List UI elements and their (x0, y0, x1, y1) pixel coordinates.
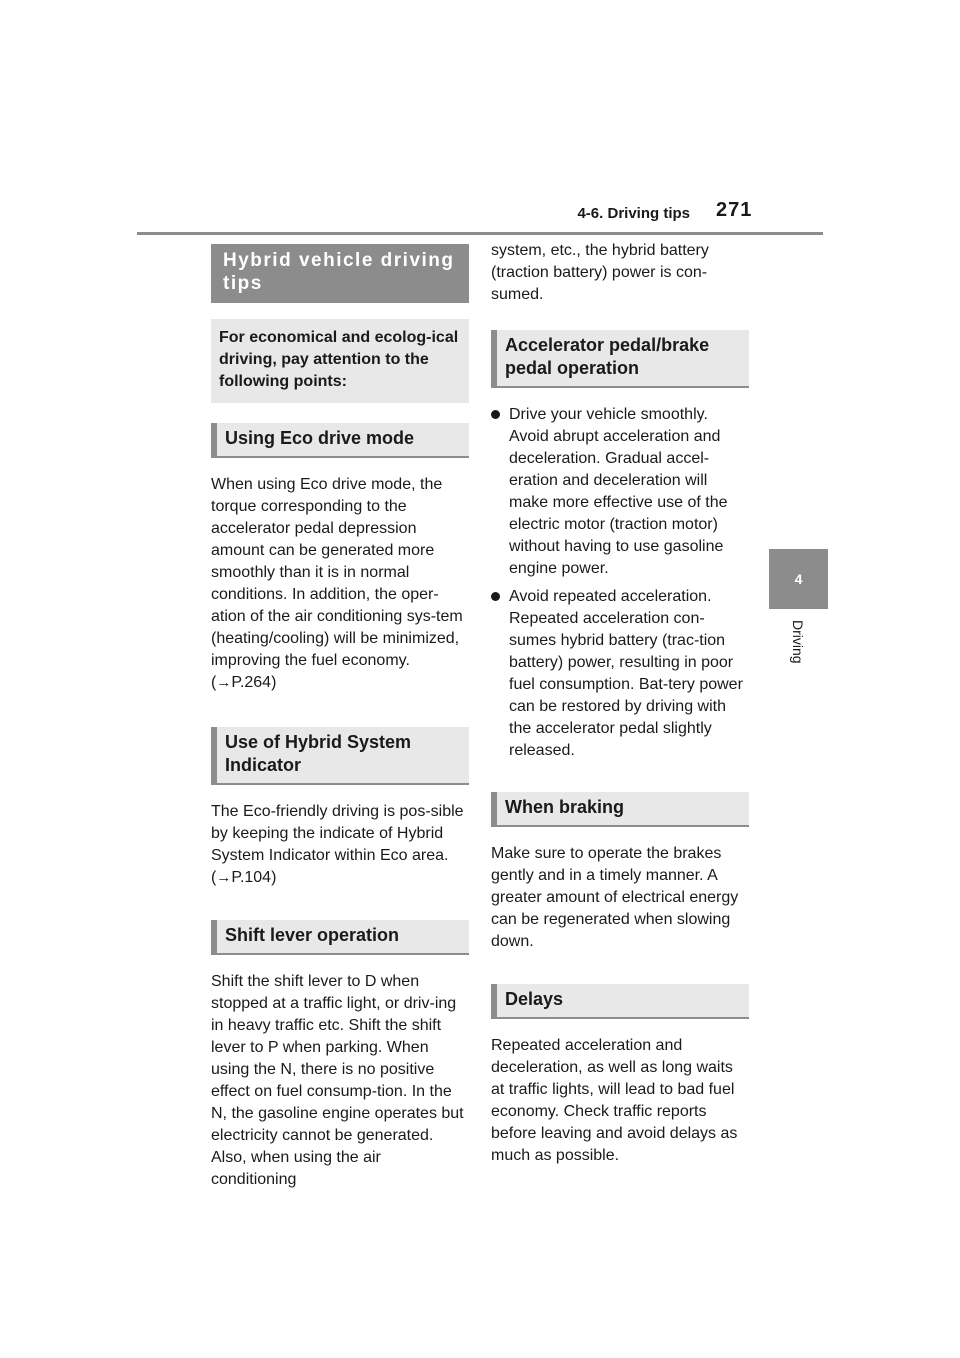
chapter-tab-number: 4 (794, 571, 803, 587)
right-column (491, 240, 749, 1198)
paragraph-shift-lever-operation: Shift the shift lever to D when stopped at a traffic light, or driv-ing in heavy traffic etc. Shift the shift lever to P when parking. When using the N, there is no positive effect on fuel consump-tion. In the N, the gasoline engine operates but electricity cannot be generated. Also, when using the air conditioning (211, 973, 464, 1188)
arrow-right-icon: → (216, 869, 232, 886)
page-reference-link[interactable]: P.104 (231, 869, 272, 886)
bullet-icon (491, 410, 500, 419)
page-number: 271 (716, 199, 753, 221)
list-item: Drive your vehicle smoothly. Avoid abrupt acceleration and deceleration. Gradual accel-eration and deceleration will make more effective use of the electric motor (traction motor) without having to use gasoline engine power. (491, 404, 749, 580)
paragraph-continuation: system, etc., the hybrid battery (traction battery) power is con-sumed. (491, 242, 709, 303)
paragraph-delays: Repeated acceleration and deceleration, as well as long waits at traffic lights, will lead to bad fuel economy. Check traffic reports before leaving and avoid delays as much as possible. (491, 1037, 738, 1164)
intro-box: For economical and ecolog-ical driving, pay attention to the following points: (211, 319, 469, 403)
heading-hybrid-system-indicator: Use of Hybrid System Indicator (211, 727, 469, 785)
list-item: Avoid repeated acceleration. Repeated acceleration con-sumes hybrid battery (trac-tion battery) power, resulting in poor fuel consumption. Bat-tery power can be restored by driving with the accelerator pedal slightly released. (491, 586, 749, 762)
section-title: 4-6. Driving tips (577, 205, 690, 222)
paragraph-hybrid-system-indicator: The Eco-friendly driving is pos-sible by keeping the indicate of Hybrid System Indicator within Eco area. (→P.104) (211, 803, 464, 886)
left-column (211, 244, 469, 1222)
page-reference-link[interactable]: P.264 (231, 674, 272, 691)
heading-eco-drive-mode: Using Eco drive mode (211, 423, 469, 458)
heading-when-braking: When braking (491, 792, 749, 827)
header-rule (137, 232, 823, 235)
paragraph-eco-drive-mode: When using Eco drive mode, the torque corresponding to the accelerator pedal depression amount can be generated more smoothly than it is in normal conditions. In addition, the oper-ation of the air conditioning sys-tem (heating/cooling) will be minimized, improving the fuel economy. (→P.264) (211, 476, 463, 691)
paragraph-when-braking: Make sure to operate the brakes gently and in a timely manner. A greater amount of electrical energy can be regenerated when slowing down. (491, 845, 739, 950)
chapter-tab[interactable] (769, 549, 828, 609)
section-main-title: Hybrid vehicle driving tips (211, 244, 469, 303)
heading-delays: Delays (491, 984, 749, 1019)
heading-shift-lever-operation: Shift lever operation (211, 920, 469, 955)
chapter-label: Driving (790, 620, 806, 664)
bullet-list (491, 404, 749, 762)
heading-accelerator-brake-pedal: Accelerator pedal/brake pedal operation (491, 330, 749, 388)
arrow-right-icon: → (216, 674, 232, 691)
bullet-icon (491, 592, 500, 601)
